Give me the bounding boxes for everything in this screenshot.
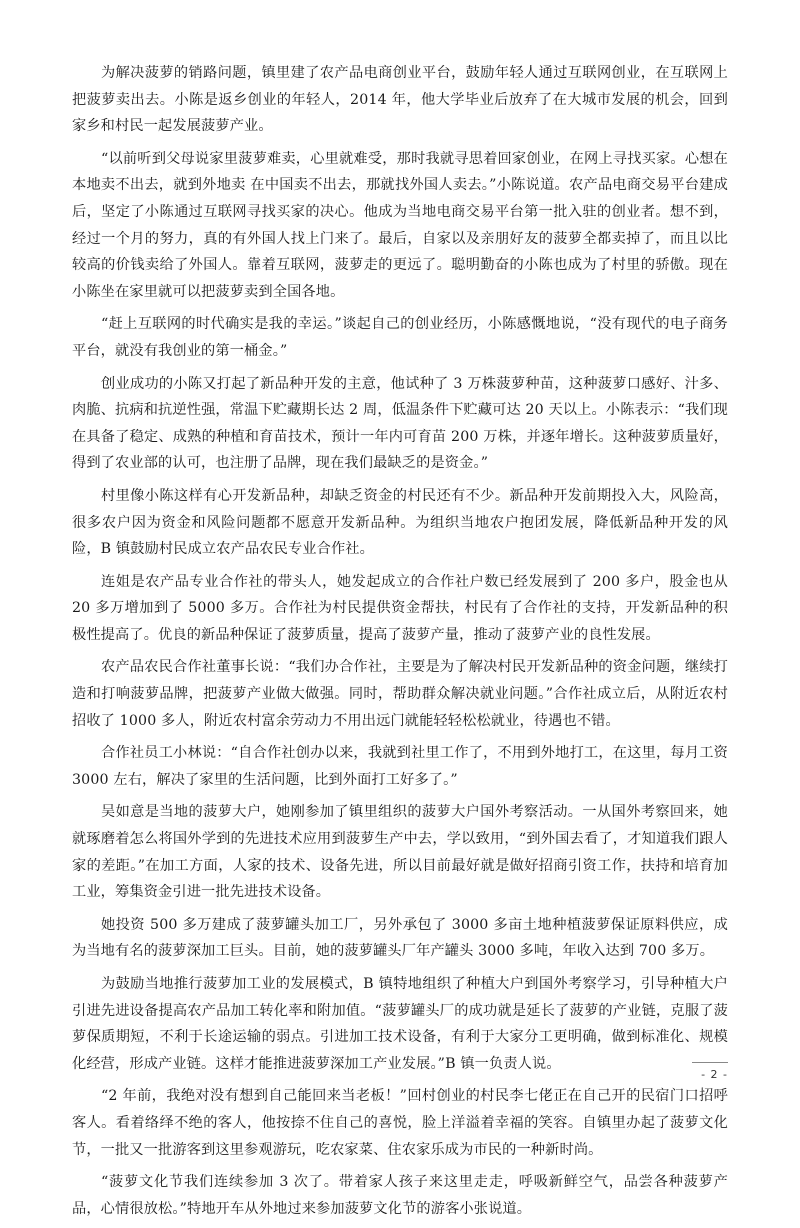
paragraph-4: 创业成功的小陈又打起了新品种开发的主意，他试种了 3 万株菠萝种苗，这种菠萝口感好、汁多、肉脆、抗病和抗逆性强，常温下贮藏期长达 2 周，低温条件下贮藏可达 20 天以上。小陈表示：“我们现在具备了稳定、成熟的种植和育苗技术，预计一年内可育苗 200 万株，并逐年增长。这种菠萝质量好，得到了农业部的认可，也注册了品牌，现在我们最缺乏的是资金。” (72, 375, 728, 472)
paragraph-10: 她投资 500 多万建成了菠萝罐头加工厂，另外承包了 3000 多亩土地种植菠萝保证原料供应，成为当地有名的菠萝深加工巨头。目前，她的菠萝罐头厂年产罐头 3000 多吨，年收入达到 700 多万。 (72, 916, 728, 960)
paragraph-5: 村里像小陈这样有心开发新品种，却缺乏资金的村民还有不少。新品种开发前期投入大，风险高，很多农户因为资金和风险问题都不愿意开发新品种。为组织当地农户抱团发展，降低新品种开发的风险，B 镇鼓励村民成立农产品农民专业合作社。 (72, 487, 728, 558)
paragraph-7: 农产品农民合作社董事长说：“我们办合作社，主要是为了解决村民开发新品种的资金问题，继续打造和打响菠萝品牌，把菠萝产业做大做强。同时，帮助群众解决就业问题。”合作社成立后，从附近农村招收了 1000 多人，附近农村富余劳动力不用出远门就能轻轻松松就业，待遇也不错。 (72, 659, 728, 729)
paragraph-11: 为鼓励当地推行菠萝加工业的发展模式，B 镇特地组织了种植大户到国外考察学习，引导种植大户引进先进设备提高农产品加工转化率和附加值。“菠萝罐头厂的成功就是延长了菠萝的产业链，克服了菠萝保质期短，不利于长途运输的弱点。引进加工技术设备，有利于大家分工更明确，做到标准化、规模化经营，形成产业链。这样才能推进菠萝深加工产业发展。”B 镇一负责人说。 (72, 976, 728, 1072)
paragraph-8: 合作社员工小林说：“自合作社创办以来，我就到社里工作了，不用到外地打工，在这里，每月工资 3000 左右，解决了家里的生活问题，比到外面打工好多了。” (72, 745, 728, 788)
paragraph-3: “赶上互联网的时代确实是我的幸运。”谈起自己的创业经历，小陈感慨地说，“没有现代的电子商务平台，就没有我创业的第一桶金。” (72, 316, 728, 359)
paragraph-13: “菠萝文化节我们连续参加 3 次了。带着家人孩子来这里走走，呼吸新鲜空气，品尝各种菠萝产品，心情很放松。”特地开车从外地过来参加菠萝文化节的游客小张说道。 (72, 1174, 728, 1217)
page-number: - 2 - (701, 1068, 728, 1081)
document-body (72, 60, 728, 1228)
paragraph-2: “以前听到父母说家里菠萝难卖，心里就难受，那时我就寻思着回家创业，在网上寻找买家。心想在本地卖不出去，就到外地卖 在中国卖不出去，那就找外国人卖去。”小陈说道。农产品电商交易平台建成后，坚定了小陈通过互联网寻找买家的决心。他成为当地电商交易平台第一批入驻的创业者。想不到，经过一个月的努力，真的有外国人找上门来了。最后，自家以及亲朋好友的菠萝全都卖掉了，而且以比较高的价钱卖给了外国人。靠着互联网，菠萝走的更远了。聪明勤奋的小陈也成为了村里的骄傲。现在小陈坐在家里就可以把菠萝卖到全国各地。 (72, 150, 728, 300)
paragraph-12: “2 年前，我绝对没有想到自己能回来当老板！”回村创业的村民李七佬正在自己开的民宿门口招呼客人。看着络绎不绝的客人，他按捺不住自己的喜悦，脸上洋溢着幸福的笑容。自镇里办起了菠萝文化节，一批又一批游客到这里参观游玩，吃农家菜、住农家乐成为市民的一种新时尚。 (72, 1088, 728, 1158)
paragraph-6: 连姐是农产品专业合作社的带头人，她发起成立的合作社户数已经发展到了 200 多户，股金也从 20 多万增加到了 5000 多万。合作社为村民提供资金帮扶，村民有了合作社的支持，开发新品种的积极性提高了。优良的新品种保证了菠萝质量，提高了菠萝产量，推动了菠萝产业的良性发展。 (72, 573, 728, 643)
paragraph-1: 为解决菠萝的销路问题，镇里建了农产品电商创业平台，鼓励年轻人通过互联网创业，在互联网上把菠萝卖出去。小陈是返乡创业的年轻人，2014 年，他大学毕业后放弃了在大城市发展的机会，回到家乡和村民一起发展菠萝产业。 (72, 65, 728, 135)
paragraph-9: 吴如意是当地的菠萝大户，她刚参加了镇里组织的菠萝大户国外考察活动。一从国外考察回来，她就琢磨着怎么将国外学到的先进技术应用到菠萝生产中去，学以致用，“到外国去看了，才知道我们跟人家的差距。”在加工方面，人家的技术、设备先进，所以目前最好就是做好招商引资工作，扶持和培育加工业，筹集资金引进一批先进技术设备。 (72, 804, 728, 901)
footer-divider (692, 1062, 728, 1063)
